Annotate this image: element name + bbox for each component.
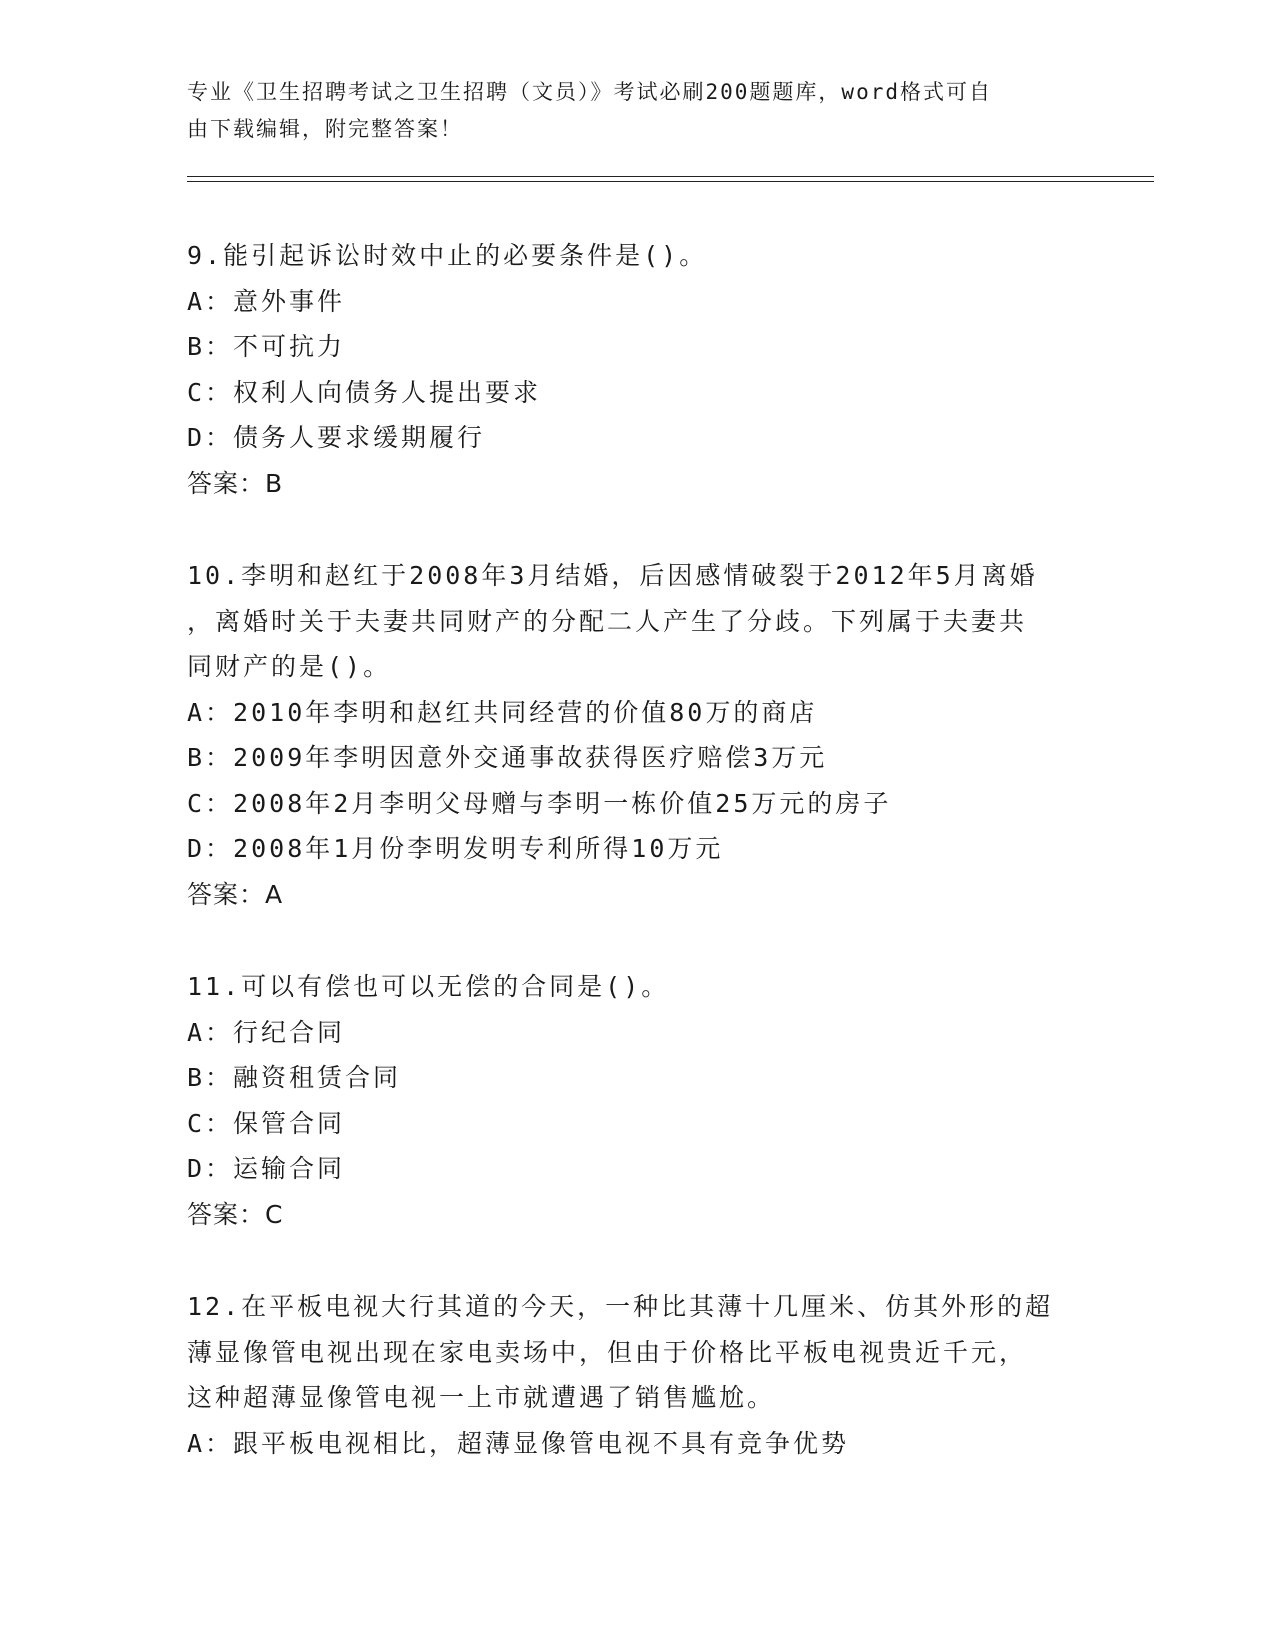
option-c: C：权利人向债务人提出要求 <box>187 377 542 407</box>
option-a: A：2010年李明和赵红共同经营的价值80万的商店 <box>187 697 818 727</box>
question-stem: 薄显像管电视出现在家电卖场中，但由于价格比平板电视贵近千元， <box>187 1337 1028 1367</box>
question-stem: 同财产的是()。 <box>187 652 392 681</box>
question-stem: 12.在平板电视大行其道的今天，一种比其薄十几厘米、仿其外形的超 <box>187 1292 1054 1321</box>
option-c: C：保管合同 <box>187 1108 346 1138</box>
option-d: D：2008年1月份李明发明专利所得10万元 <box>187 834 724 863</box>
option-b: B：不可抗力 <box>187 332 346 361</box>
option-a: A：行纪合同 <box>187 1017 346 1047</box>
question-stem: 11.可以有偿也可以无偿的合同是()。 <box>187 972 670 1001</box>
option-a: A：跟平板电视相比，超薄显像管电视不具有竞争优势 <box>187 1428 850 1458</box>
document-intro <box>187 74 1067 148</box>
option-b: B：2009年李明因意外交通事故获得医疗赔偿3万元 <box>187 743 828 772</box>
intro-line: 由下载编辑，附完整答案！ <box>187 117 463 141</box>
question-stem: 9.能引起诉讼时效中止的必要条件是()。 <box>187 241 708 270</box>
question-list <box>187 233 1087 1513</box>
question-item <box>187 233 1087 506</box>
option-d: D：运输合同 <box>187 1154 346 1183</box>
question-item <box>187 964 1087 1237</box>
question-stem: 这种超薄显像管电视一上市就遭遇了销售尴尬。 <box>187 1383 776 1412</box>
option-b: B：融资租赁合同 <box>187 1063 402 1092</box>
option-d: D：债务人要求缓期履行 <box>187 423 486 452</box>
question-item <box>187 1284 1087 1466</box>
question-stem: 10.李明和赵红于2008年3月结婚，后因感情破裂于2012年5月离婚 <box>187 561 1038 590</box>
answer-key: 答案：B <box>187 468 284 498</box>
header-divider-top <box>187 176 1154 177</box>
question-stem: ，离婚时关于夫妻共同财产的分配二人产生了分歧。下列属于夫妻共 <box>187 606 1028 636</box>
header-divider-bottom <box>187 181 1154 182</box>
option-a: A：意外事件 <box>187 286 346 316</box>
answer-key: 答案：C <box>187 1199 284 1229</box>
intro-line: 专业《卫生招聘考试之卫生招聘（文员）》考试必刷200题题库，word格式可自 <box>187 80 992 104</box>
answer-key: 答案：A <box>187 879 284 909</box>
question-item <box>187 553 1087 917</box>
option-c: C：2008年2月李明父母赠与李明一栋价值25万元的房子 <box>187 788 892 818</box>
